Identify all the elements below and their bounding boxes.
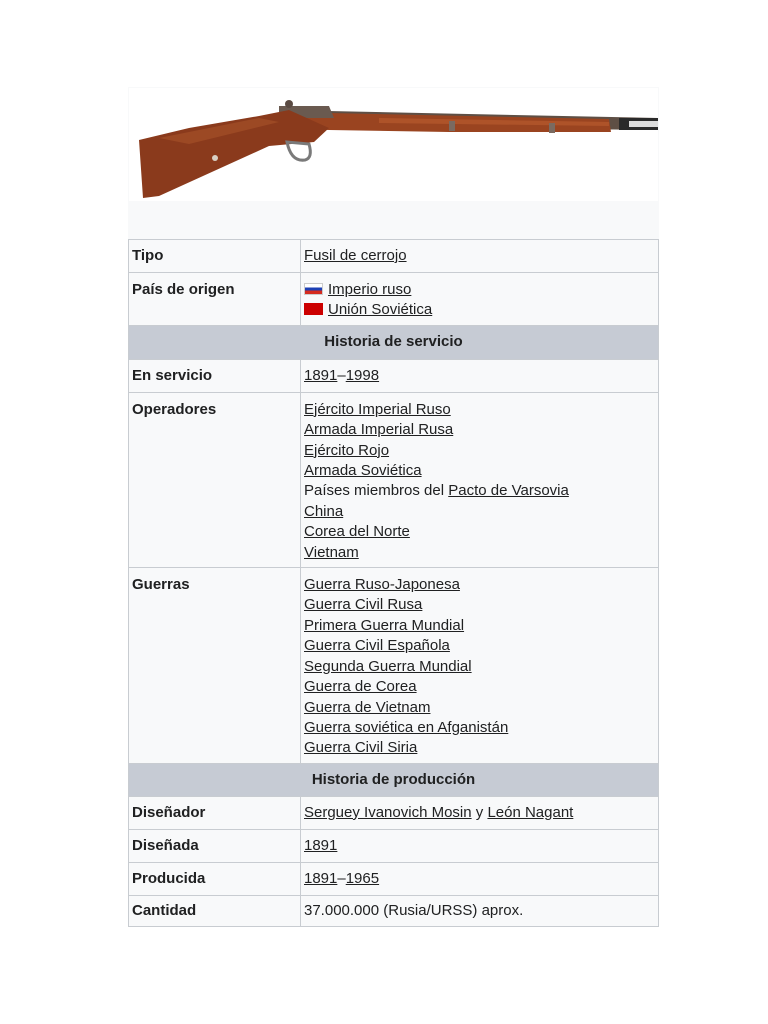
rifle-image-cell — [128, 87, 659, 239]
year-link[interactable]: 1965 — [345, 869, 380, 887]
year-link[interactable]: 1891 — [304, 836, 338, 854]
war-link[interactable]: Primera Guerra Mundial — [304, 616, 465, 634]
section-header-servicio — [129, 325, 659, 359]
operator-link[interactable]: Corea del Norte — [304, 523, 410, 541]
conjunction-text: y — [471, 803, 488, 821]
section-header: Historia de servicio — [129, 325, 659, 359]
war-link[interactable]: Guerra soviética en Afganistán — [304, 718, 509, 736]
row-label: País de origen — [129, 273, 301, 326]
row-producida — [129, 862, 659, 895]
row-value — [301, 240, 659, 273]
row-label: Producida — [129, 862, 301, 895]
row-operadores — [129, 392, 659, 567]
operator-link[interactable]: China — [304, 502, 344, 520]
row-label: Tipo — [129, 240, 301, 273]
operator-link[interactable]: Armada Imperial Rusa — [304, 421, 454, 439]
year-link[interactable]: 1891 — [304, 366, 338, 384]
row-guerras — [129, 568, 659, 764]
row-value — [301, 796, 659, 829]
war-link[interactable]: Guerra Civil Rusa — [304, 596, 423, 614]
rifle-image[interactable] — [129, 88, 658, 238]
year-link[interactable]: 1891 — [304, 869, 338, 887]
tipo-link[interactable]: Fusil de cerrojo — [304, 246, 407, 264]
row-en-servicio — [129, 359, 659, 392]
row-value — [301, 359, 659, 392]
pacto-prefix-text: Países miembros del — [304, 482, 449, 500]
war-link[interactable]: Guerra Civil Española — [304, 637, 450, 655]
row-label: En servicio — [129, 359, 301, 392]
war-link[interactable]: Guerra Civil Siria — [304, 739, 418, 757]
pacto-de-varsovia-link[interactable]: Pacto de Varsovia — [448, 482, 569, 500]
soviet-flag-icon — [304, 303, 323, 315]
row-tipo — [129, 240, 659, 273]
war-link[interactable]: Guerra de Vietnam — [304, 698, 431, 716]
row-value — [301, 568, 659, 764]
range-separator: – — [337, 366, 346, 384]
row-disenador — [129, 796, 659, 829]
war-link[interactable]: Segunda Guerra Mundial — [304, 657, 472, 675]
row-value: 37.000.000 (Rusia/URSS) aprox. — [301, 895, 659, 926]
row-label: Diseñador — [129, 796, 301, 829]
row-cantidad — [129, 895, 659, 926]
operator-link[interactable]: Armada Soviética — [304, 462, 422, 480]
operator-link[interactable]: Vietnam — [304, 543, 359, 561]
section-header: Historia de producción — [129, 763, 659, 796]
row-disenada — [129, 829, 659, 862]
infobox-table — [128, 239, 659, 927]
range-separator: – — [337, 869, 346, 887]
nagant-link[interactable]: León Nagant — [487, 803, 574, 821]
section-header-produccion — [129, 763, 659, 796]
imperio-ruso-link[interactable]: Imperio ruso — [328, 281, 412, 298]
union-sovietica-link[interactable]: Unión Soviética — [328, 301, 433, 319]
war-link[interactable]: Guerra Ruso-Japonesa — [304, 576, 460, 594]
operator-link[interactable]: Ejército Rojo — [304, 441, 390, 459]
row-label: Guerras — [129, 568, 301, 764]
year-link[interactable]: 1998 — [345, 366, 380, 384]
row-label: Cantidad — [129, 895, 301, 926]
mosin-link[interactable]: Serguey Ivanovich Mosin — [304, 803, 472, 821]
row-pais-de-origen — [129, 273, 659, 326]
row-value — [301, 829, 659, 862]
row-label: Diseñada — [129, 829, 301, 862]
row-value — [301, 392, 659, 567]
infobox — [128, 87, 659, 927]
row-value — [301, 862, 659, 895]
operator-link[interactable]: Ejército Imperial Ruso — [304, 400, 451, 418]
russia-flag-icon — [304, 283, 323, 295]
row-label: Operadores — [129, 392, 301, 567]
war-link[interactable]: Guerra de Corea — [304, 678, 417, 696]
row-value — [301, 273, 659, 326]
